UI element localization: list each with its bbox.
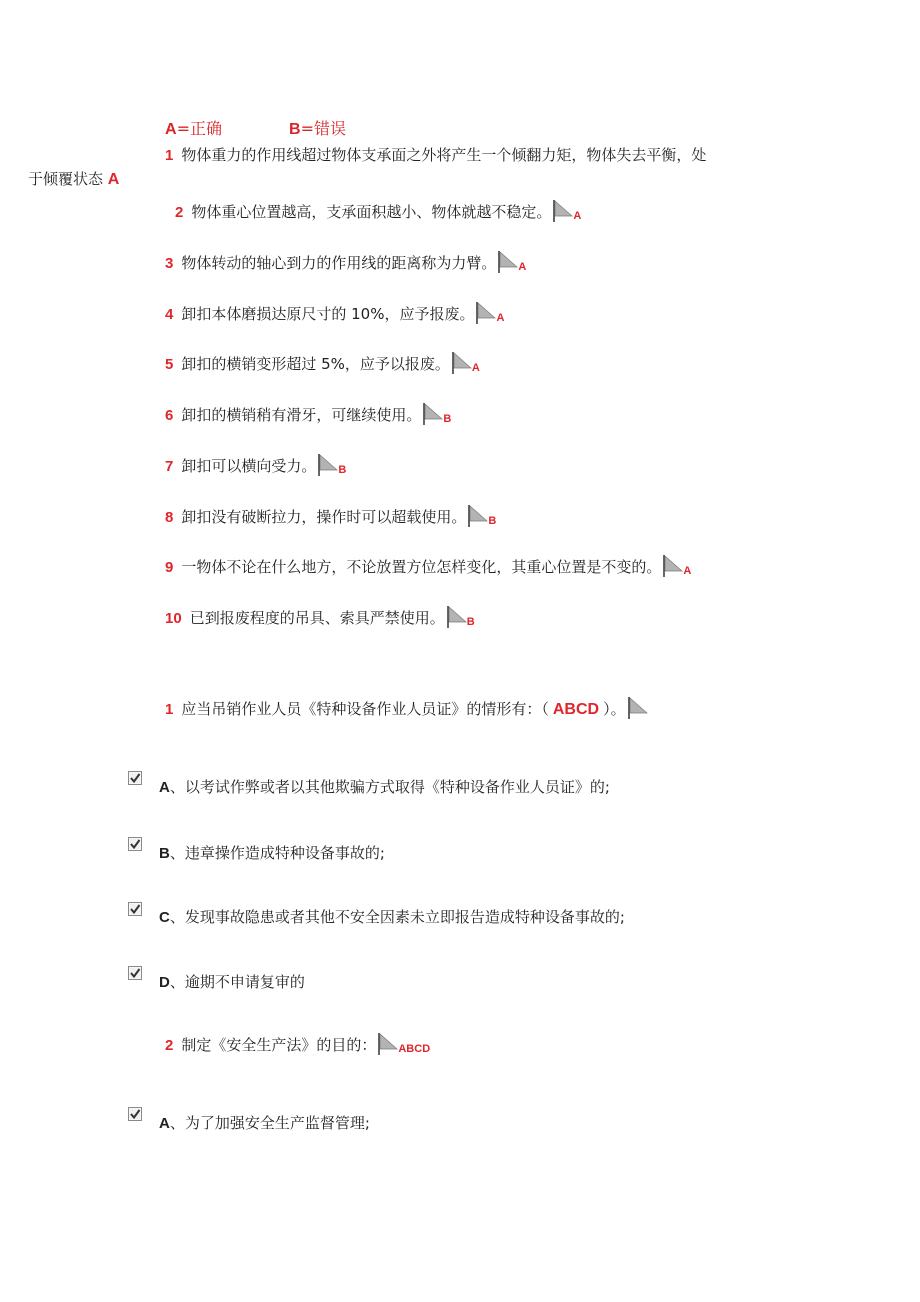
answer-label: B bbox=[443, 413, 452, 425]
answer-label: A bbox=[683, 565, 692, 577]
multi-question-2 bbox=[165, 1033, 430, 1055]
flag-icon[interactable] bbox=[452, 352, 472, 374]
option-letter: B bbox=[159, 845, 170, 862]
judge-question-2 bbox=[175, 200, 581, 222]
question-text: 物体重力的作用线超过物体支承面之外将产生一个倾翻力矩，物体失去平衡，处 bbox=[181, 146, 707, 164]
question-text: 一物体不论在什么地方，不论放置方位怎样变化，其重心位置是不变的。 bbox=[181, 558, 662, 576]
checked-checkbox-icon[interactable] bbox=[128, 901, 142, 915]
judge-question-5 bbox=[165, 352, 480, 374]
question-text: 制定《安全生产法》的目的： bbox=[181, 1036, 377, 1054]
checked-checkbox-icon[interactable] bbox=[128, 836, 142, 850]
option-letter: D bbox=[159, 974, 170, 991]
question-number: 7 bbox=[165, 458, 174, 475]
option-letter: C bbox=[159, 909, 170, 926]
question-number: 4 bbox=[165, 306, 174, 323]
checked-checkbox-icon[interactable] bbox=[128, 770, 142, 784]
judge-question-4 bbox=[165, 302, 504, 324]
answer-inline: ABCD bbox=[552, 701, 600, 718]
legend-correct: A=正确 bbox=[165, 119, 222, 138]
question-number: 1 bbox=[165, 701, 174, 718]
checked-checkbox-icon[interactable] bbox=[128, 1106, 142, 1120]
multi-question-1 bbox=[165, 697, 648, 719]
flag-icon[interactable] bbox=[553, 200, 573, 222]
option-text: 、逾期不申请复审的 bbox=[169, 973, 305, 991]
question-text: 卸扣本体磨损达原尺寸的 10%，应予报废。 bbox=[181, 305, 475, 323]
question-number: 5 bbox=[165, 356, 174, 373]
option-a bbox=[159, 776, 610, 797]
option-text: 、违章操作造成特种设备事故的; bbox=[169, 844, 385, 862]
answer-label: A bbox=[107, 171, 120, 188]
question-number: 6 bbox=[165, 407, 174, 424]
option-text: 、为了加强安全生产监督管理; bbox=[169, 1114, 370, 1132]
flag-icon[interactable] bbox=[423, 403, 443, 425]
judge-question-6 bbox=[165, 403, 451, 425]
question-number: 2 bbox=[175, 204, 184, 221]
option-c bbox=[159, 906, 625, 927]
flag-icon[interactable] bbox=[318, 454, 338, 476]
option-b bbox=[159, 842, 385, 863]
flag-icon[interactable] bbox=[628, 697, 648, 719]
answer-label: B bbox=[338, 464, 347, 476]
option-text: 、发现事故隐患或者其他不安全因素未立即报告造成特种设备事故的; bbox=[169, 908, 625, 926]
checked-checkbox-icon[interactable] bbox=[128, 965, 142, 979]
flag-icon[interactable] bbox=[663, 555, 683, 577]
question-text-cont: 于倾覆状态 bbox=[28, 170, 104, 188]
judge-question-1-cont bbox=[28, 168, 119, 189]
judge-question-10 bbox=[165, 606, 475, 628]
question-text: 物体转动的轴心到力的作用线的距离称为力臂。 bbox=[181, 254, 497, 272]
question-number: 1 bbox=[165, 147, 174, 164]
flag-icon[interactable] bbox=[468, 505, 488, 527]
option-letter: A bbox=[159, 1115, 170, 1132]
judge-question-1 bbox=[165, 144, 706, 165]
judge-question-7 bbox=[165, 454, 346, 476]
question-text: 卸扣的横销稍有滑牙，可继续使用。 bbox=[181, 406, 422, 424]
question-text: 卸扣可以横向受力。 bbox=[181, 457, 317, 475]
legend-wrong: B=错误 bbox=[289, 119, 346, 138]
answer-label: A bbox=[573, 210, 582, 222]
question-text-end: ）。 bbox=[603, 700, 626, 718]
answer-label: B bbox=[488, 515, 497, 527]
flag-icon[interactable] bbox=[498, 251, 518, 273]
answer-label: A bbox=[518, 261, 527, 273]
question-number: 3 bbox=[165, 255, 174, 272]
judge-question-3 bbox=[165, 251, 526, 273]
question-text: 卸扣没有破断拉力，操作时可以超载使用。 bbox=[181, 508, 467, 526]
flag-icon[interactable] bbox=[378, 1033, 398, 1055]
flag-icon[interactable] bbox=[476, 302, 496, 324]
question-number: 2 bbox=[165, 1037, 174, 1054]
answer-label: A bbox=[471, 362, 480, 374]
question-number: 10 bbox=[165, 610, 182, 627]
answer-label: B bbox=[466, 616, 475, 628]
judge-question-8 bbox=[165, 505, 496, 527]
answer-label: ABCD bbox=[398, 1043, 431, 1055]
flag-icon[interactable] bbox=[447, 606, 467, 628]
option-d bbox=[159, 971, 305, 992]
option-letter: A bbox=[159, 779, 170, 796]
option-a bbox=[159, 1112, 370, 1133]
question-text: 卸扣的横销变形超过 5%，应予以报废。 bbox=[181, 355, 450, 373]
question-number: 9 bbox=[165, 559, 174, 576]
judge-question-9 bbox=[165, 555, 691, 577]
option-text: 、以考试作弊或者以其他欺骗方式取得《特种设备作业人员证》的; bbox=[169, 778, 610, 796]
question-text: 应当吊销作业人员《特种设备作业人员证》的情形有：（ bbox=[181, 700, 549, 718]
question-number: 8 bbox=[165, 509, 174, 526]
question-text: 已到报废程度的吊具、索具严禁使用。 bbox=[189, 609, 445, 627]
question-text: 物体重心位置越高，支承面积越小、物体就越不稳定。 bbox=[191, 203, 552, 221]
answer-label: A bbox=[496, 312, 505, 324]
